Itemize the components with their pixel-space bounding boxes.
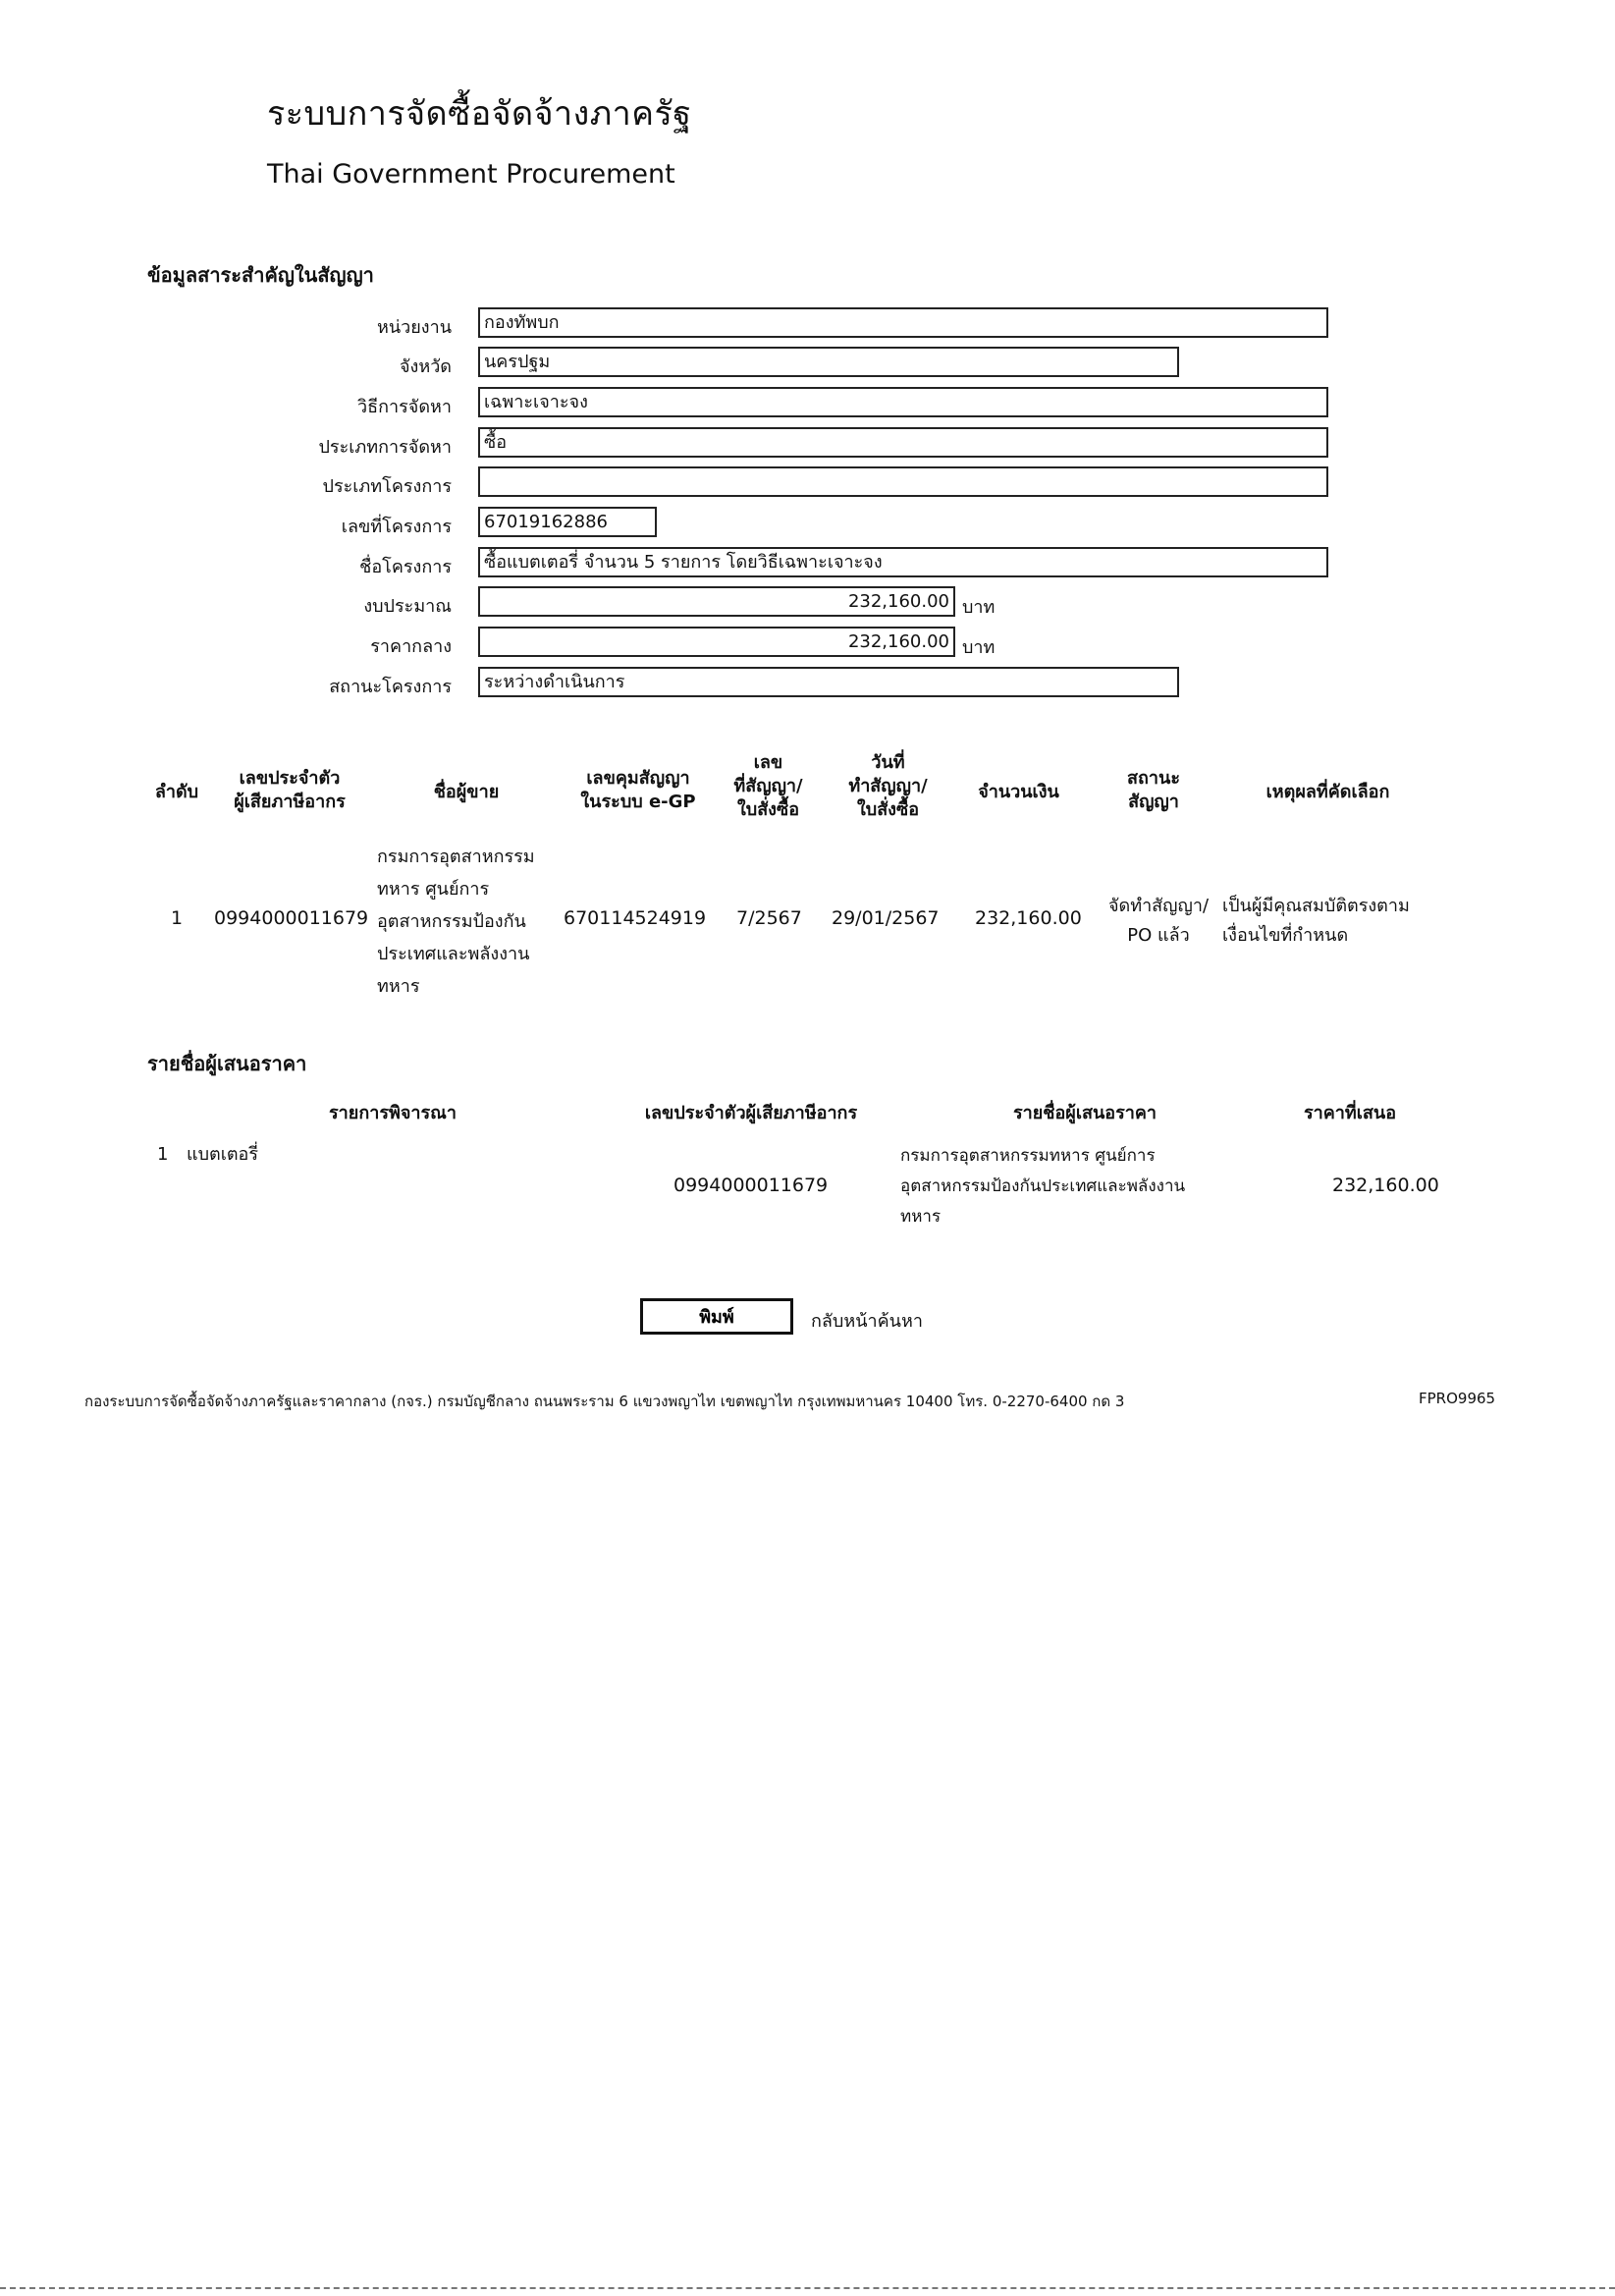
contract-info-heading: ข้อมูลสาระสำคัญในสัญญา: [147, 263, 374, 287]
province-field: นครปฐม: [478, 347, 1179, 377]
col-header-no: ลำดับ: [154, 782, 199, 802]
project-status-field: ระหว่างดำเนินการ: [478, 667, 1179, 697]
project-status-label: สถานะโครงการ: [329, 677, 452, 697]
budget-unit: บาท: [962, 597, 996, 618]
bidder-row-name: กรมการอุตสาหกรรมทหาร ศูนย์การ อุตสาหกรรมป้องกันประเทศและพลังงาน ทหาร: [900, 1146, 1186, 1227]
bidder-col-header-item: รายการพิจารณา: [329, 1103, 457, 1123]
col-header-tax-id: เลขประจำตัว ผู้เสียภาษีอากร: [234, 768, 346, 812]
print-button[interactable]: พิมพ์: [640, 1298, 793, 1335]
row-tax-id: 0994000011679: [214, 907, 369, 929]
bottom-divider: [0, 2287, 1615, 2289]
bidder-row-no: 1: [157, 1144, 169, 1165]
col-header-egp: เลขคุมสัญญา ในระบบ e-GP: [580, 768, 696, 812]
bidder-col-header-name: รายชื่อผู้เสนอราคา: [1012, 1103, 1157, 1123]
footer-address: กองระบบการจัดซื้อจัดจ้างภาครัฐและราคากลาง (กจร.) กรมบัญชีกลาง ถนนพระราม 6 แขวงพญาไท เขตพญาไท กรุงเทพมหานคร 10400 โทร. 0-2270-6400 กด 3: [84, 1393, 1125, 1410]
bidder-col-header-tax-id: เลขประจำตัวผู้เสียภาษีอากร: [644, 1103, 858, 1123]
col-header-amount: จำนวนเงิน: [978, 782, 1059, 802]
col-header-date: วันที่ ทำสัญญา/ ใบสั่งซื้อ: [848, 752, 928, 820]
footer-code: FPRO9965: [1419, 1390, 1496, 1407]
bidder-col-header-price: ราคาที่เสนอ: [1303, 1103, 1397, 1123]
row-date: 29/01/2567: [832, 907, 940, 929]
budget-field: 232,160.00: [478, 586, 955, 617]
agency-label: หน่วยงาน: [376, 317, 452, 338]
reference-price-label: ราคากลาง: [370, 636, 452, 657]
bidders-heading: รายชื่อผู้เสนอราคา: [147, 1052, 307, 1075]
procurement-type-field: ซื้อ: [478, 427, 1328, 458]
bidder-row-price: 232,160.00: [1332, 1175, 1439, 1196]
row-amount: 232,160.00: [975, 907, 1082, 929]
bidder-row-tax-id: 0994000011679: [673, 1175, 829, 1196]
project-type-label: ประเภทโครงการ: [322, 476, 452, 497]
reference-price-field: 232,160.00: [478, 627, 955, 657]
procurement-method-field: เฉพาะเจาะจง: [478, 387, 1328, 417]
reference-price-unit: บาท: [962, 637, 996, 658]
bidder-row-item: แบตเตอรี่: [187, 1144, 259, 1165]
project-number-field: 67019162886: [478, 507, 657, 537]
procurement-type-label: ประเภทการจัดหา: [318, 437, 452, 458]
col-header-contract-no: เลข ที่สัญญา/ ใบสั่งซื้อ: [733, 752, 803, 820]
page-title-english: Thai Government Procurement: [267, 159, 675, 190]
project-name-label: ชื่อโครงการ: [359, 557, 452, 577]
row-contract-no: 7/2567: [736, 907, 802, 929]
back-to-search-link[interactable]: กลับหน้าค้นหา: [811, 1311, 923, 1332]
row-vendor: กรมการอุตสาหกรรม ทหาร ศูนย์การ อุตสาหกรรมป้องกัน ประเทศและพลังงาน ทหาร: [377, 847, 535, 997]
project-name-field: ซื้อแบตเตอรี่ จำนวน 5 รายการ โดยวิธีเฉพาะเจาะจง: [478, 547, 1328, 577]
row-reason: เป็นผู้มีคุณสมบัติตรงตาม เงื่อนไขที่กำหนด: [1222, 896, 1410, 946]
row-status: จัดทำสัญญา/ PO แล้ว: [1107, 896, 1210, 946]
row-egp-no: 670114524919: [564, 907, 707, 929]
col-header-vendor: ชื่อผู้ขาย: [433, 782, 500, 802]
col-header-status: สถานะ สัญญา: [1127, 768, 1180, 812]
row-no: 1: [170, 907, 184, 929]
province-label: จังหวัด: [400, 356, 452, 377]
procurement-method-label: วิธีการจัดหา: [357, 397, 452, 417]
budget-label: งบประมาณ: [363, 596, 452, 617]
project-number-label: เลขที่โครงการ: [341, 517, 452, 537]
project-type-field: [478, 466, 1328, 497]
page-title-thai: ระบบการจัดซื้อจัดจ้างภาครัฐ: [267, 94, 692, 134]
col-header-reason: เหตุผลที่คัดเลือก: [1265, 782, 1390, 802]
agency-field: กองทัพบก: [478, 307, 1328, 338]
